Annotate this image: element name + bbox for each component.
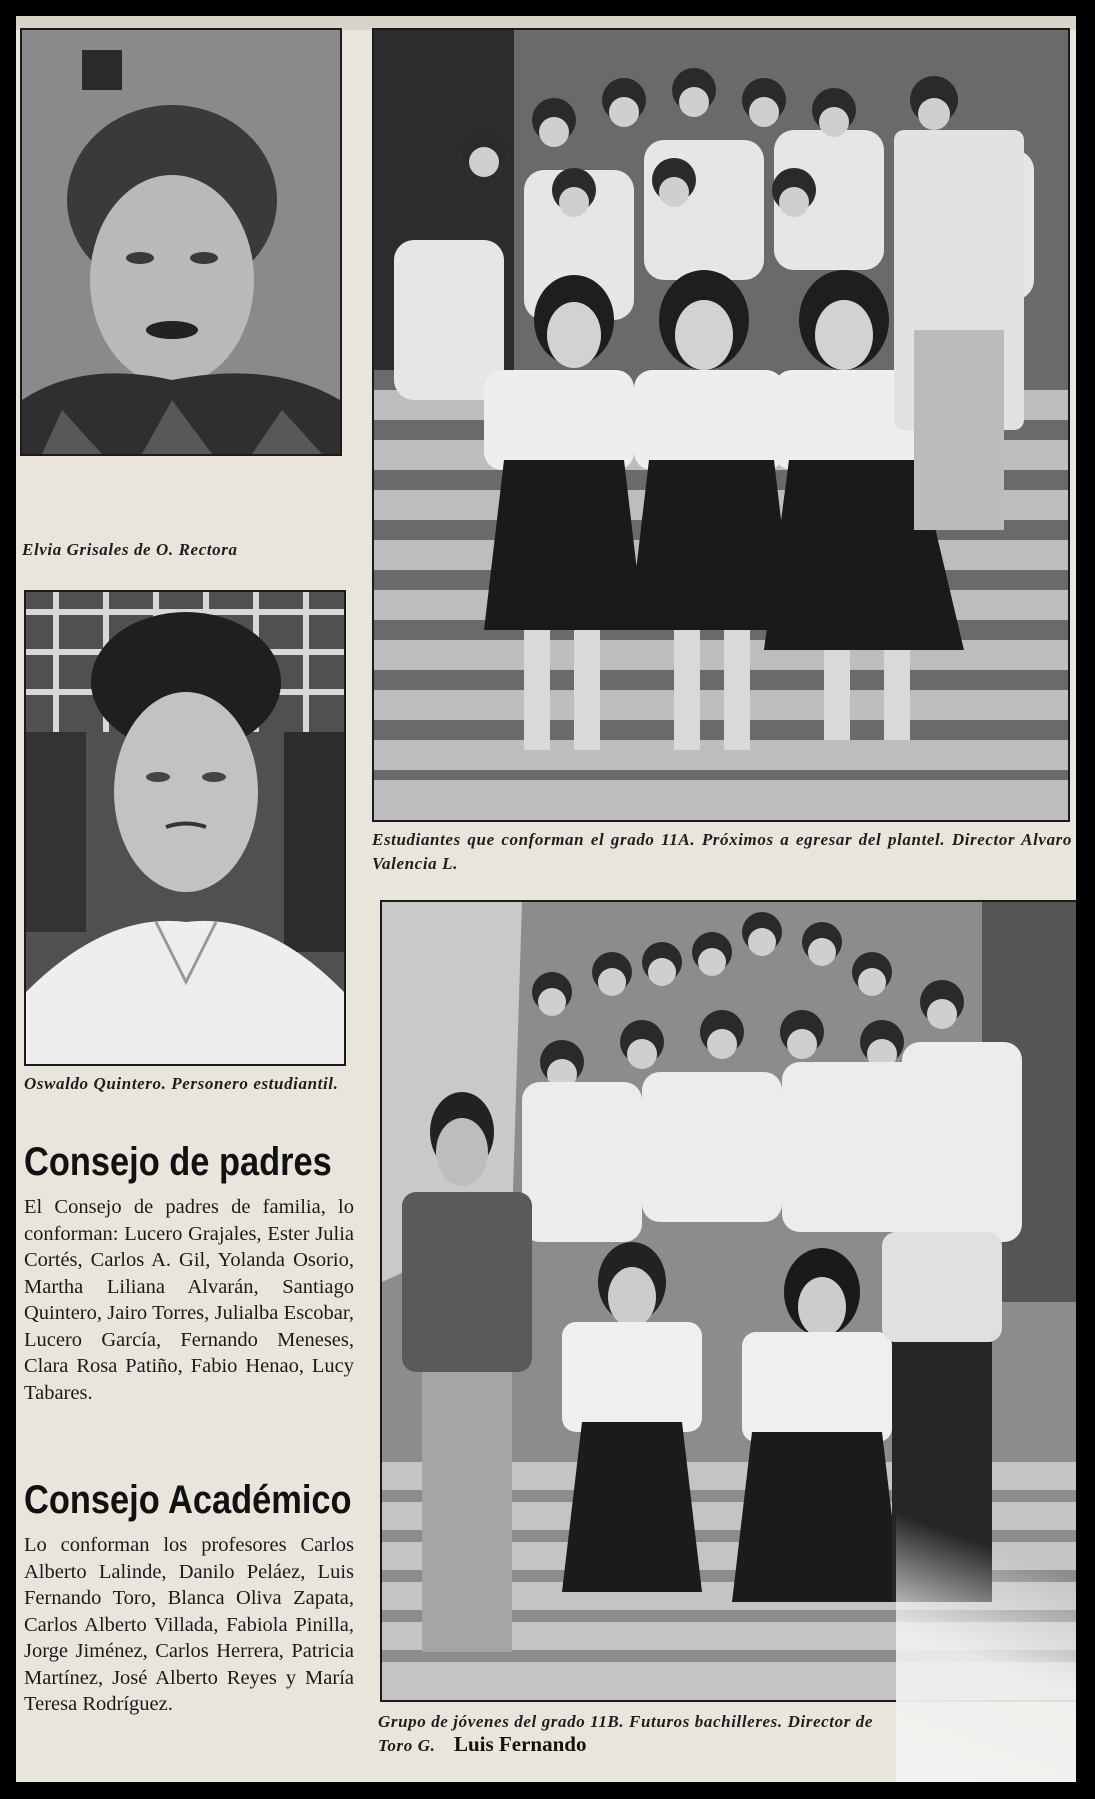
rectora-photo [20, 28, 342, 456]
consejo-academico-heading: Consejo Académico [24, 1478, 352, 1522]
handwritten-note: Luis Fernando [454, 1732, 587, 1756]
personero-caption: Oswaldo Quintero. Personero estudiantil. [24, 1074, 339, 1093]
grado-11a-photo [372, 28, 1070, 822]
rectora-caption: Elvia Grisales de O. Rectora [22, 540, 238, 559]
paper-fold [896, 1462, 1076, 1782]
personero-photo [24, 590, 346, 1066]
consejo-academico-body: Lo conforman los profesores Carlos Alberto Lalinde, Danilo Peláez, Luis Fernando Toro, Blanca Oliva Zapata, Carlos Alberto Villada, Fabiola Pinilla, Jorge Jiménez, Carlos Herrera, Patricia Martínez, José Alberto Reyes y María Teresa Rodríguez. [24, 1534, 354, 1715]
grado-11b-caption: Grupo de jóvenes del grado 11B. Futuros bachilleres. Director de [378, 1712, 874, 1731]
grado-11a-caption: Estudiantes que conforman el grado 11A. Próximos a egresar del plantel. Director Alvaro Valencia L. [372, 830, 1072, 873]
newspaper-clipping [16, 16, 1076, 1782]
grado-11b-caption-line2: Toro G. [378, 1736, 436, 1755]
consejo-padres-body: El Consejo de padres de familia, lo conforman: Lucero Grajales, Ester Julia Cortés, Carlos A. Gil, Yolanda Osorio, Martha Liliana Alvarán, Santiago Quintero, Jairo Torres, Julialba Escobar, Lucero García, Fernando Meneses, Clara Rosa Patiño, Fabio Henao, Lucy Tabares. [24, 1196, 354, 1404]
consejo-padres-heading: Consejo de padres [24, 1140, 332, 1184]
